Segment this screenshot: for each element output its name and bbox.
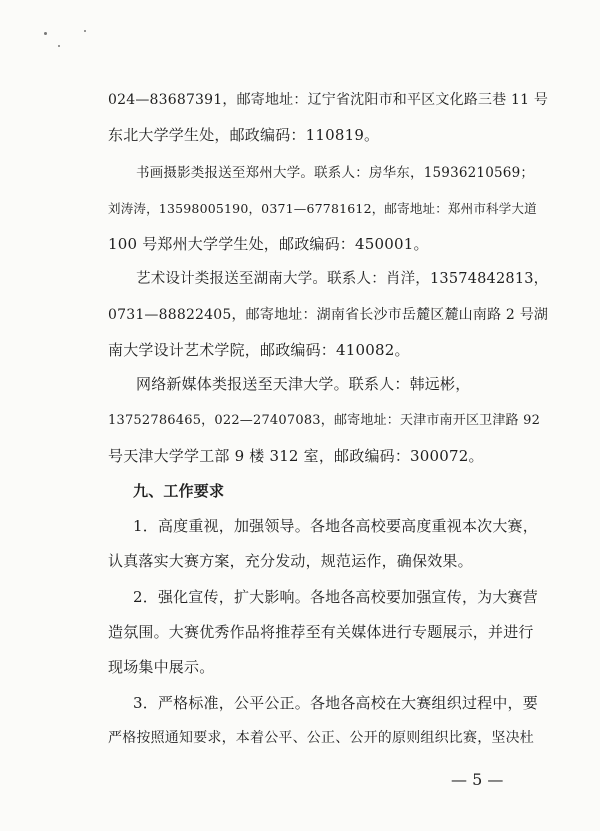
section-heading: 九、工作要求 [133,482,225,500]
text-line: 现场集中展示。 [108,658,215,676]
scan-speck [58,45,60,47]
text-line: 造氛围。大赛优秀作品将推荐至有关媒体进行专题展示，并进行 [108,623,534,641]
text-line: 024—83687391，邮寄地址：辽宁省沈阳市和平区文化路三巷 11 号 [108,92,549,108]
text-line: 刘涛涛，13598005190，0371—67781612，邮寄地址：郑州市科学大道 [108,201,537,216]
page-number: — 5 — [451,770,504,789]
text-line: 网络新媒体类报送至天津大学。联系人：韩远彬， [136,375,471,393]
text-line: 0731—88822405，邮寄地址：湖南省长沙市岳麓区麓山南路 2 号湖 [108,307,549,323]
text-line: 号天津大学学工部 9 楼 312 室，邮政编码：300072。 [108,447,484,465]
text-line: 3．严格标准，公平公正。各地各高校在大赛组织过程中，要 [133,694,538,712]
text-line: 艺术设计类报送至湖南大学。联系人：肖洋，13574842813， [136,271,549,287]
text-line: 严格按照通知要求，本着公平、公正、公开的原则组织比赛，坚决杜 [108,730,534,746]
text-line: 13752786465，022—27407083，邮寄地址：天津市南开区卫津路 92 [108,413,541,428]
text-line: 书画摄影类报送至郑州大学。联系人：房华东，15936210569； [136,165,535,181]
text-line: 认真落实大赛方案，充分发动，规范运作，确保效果。 [108,552,473,570]
text-line: 100 号郑州大学学生处，邮政编码：450001。 [108,235,429,253]
text-line: 2．强化宣传，扩大影响。各地各高校要加强宣传，为大赛营 [133,588,538,606]
text-line: 1．高度重视，加强领导。各地各高校要高度重视本次大赛， [133,517,538,535]
scan-speck [84,30,86,32]
scan-speck [44,32,47,35]
text-line: 东北大学学生处，邮政编码：110819。 [108,126,380,144]
text-line: 南大学设计艺术学院，邮政编码：410082。 [108,341,410,359]
